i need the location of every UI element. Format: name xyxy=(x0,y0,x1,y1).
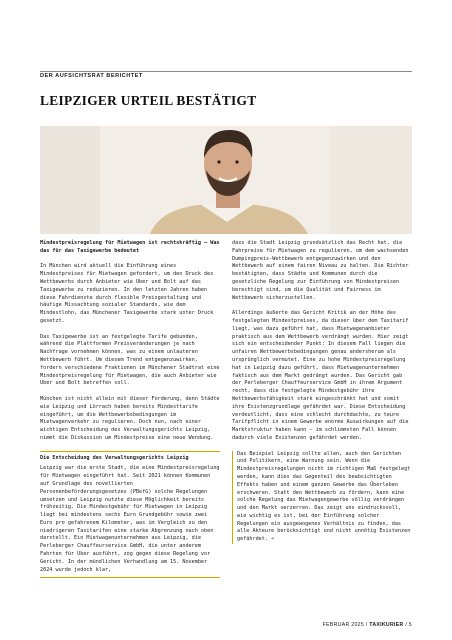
author-photo xyxy=(40,126,412,234)
right-column xyxy=(232,240,412,544)
box-paragraph: Das Beispiel Leipzig sollte allen, auch den Gerichten und Politikern, eine Warnung sein. Wenn die Mindestpreisregelungen nicht im richtigen Maß festgelegt werden, kann dies das Gegenteil des beabsichtigten Effekts haben und einem ganzen Gewerbe das Überleben erschweren. Statt den Wettbewerb zu fördern, kann eine solche Regelung das Mietwagengewerbe völlig verdrängen und den Markt verzerren. Das zeigt uns eindrucksvoll, wie wichtig es ist, bei der Einführung solcher Regelungen ein ausgewogenes Verhältnis zu finden, das alle Akteure berücksichtigt und nicht unnötig Existenzen gefährdet. ➔ xyxy=(237,450,411,543)
paragraph: In München wird aktuell die Einführung eines Mindestpreises für Mietwagen gefordert, um den Druck des Wettbewerbs durch Anbieter wie Uber und Bolt auf das Taxigewerbe zu reduzieren. In den letzten Jahren haben diese Fahrdienste durch flexible Preisgestaltung und häufige Missachtung sozialer Standards, wie dem Mindestlohn, das Münchener Taxigewerbe stark unter Druck gesetzt. xyxy=(40,263,214,324)
portrait-image xyxy=(40,126,412,234)
article-title: LEIPZIGER URTEIL BESTÄTIGT xyxy=(40,93,257,108)
paragraph: Allerdings äußerte das Gericht Kritik an der Höhe des festgelegten Mindestpreises, da dieser über dem Taxitarif liegt, was dazu geführt hat, dass Mietwagenanbieter praktisch aus dem Wettbewerb verdrängt wurden. Hier zeigt sich ein entscheidender Punkt: In diesem Fall liegen die unfairen Wettbewerbsbedingungen genau andersherum als ursprünglich vermutet. Eine zu hohe Mindestpreisregelung hat in Leipzig dazu geführt, dass Mietwagenunternehmen faktisch aus dem Markt gedrängt wurden. Das Gericht gab der Perleberger Chauffeurservice GmbH in ihrem Argument recht, dass die festgelegte Mindestgebühr ihre Wettbewerbsfähigkeit stark eingeschränkt hat und somit ihre Existenzgrundlage gefährdet war. Diese Entscheidung verdeutlicht, dass eine schlecht durchdachte, zu teure Tarifpflicht in einem Gewerbe enorme Auswirkungen auf die Marktstruktur haben kann – im schlimmsten Fall können dadurch viele Existenzen gefährdet werden. xyxy=(232,310,409,441)
court-decision-box xyxy=(40,451,220,579)
paragraph: Das Taxigewerbe ist an festgelegte Tarife gebunden, während die Plattformen Preisveränderungen je nach Nachfrage vornehmen können, was zu einem unlauteren Wettbewerb führt. Um diesem Trend entgegenzuwirken, fordern verschiedene Fraktionen im Münchener Stadtrat eine Mindestpreisregelung für Mietwagen, die auch Anbieter wie Uber und Bolt betreffen soll. xyxy=(40,333,220,387)
box-paragraph: Leipzig war die erste Stadt, die eine Mindestpreisregelung für Mietwagen eingeführt hat. Seit 2021 können Kommunen auf Grundlage des novellierten Personenbeförderungsgesetzes (PBefG) solche Regelungen umsetzen und Leipzig nutzte diese Möglichkeit bereits frühzeitig. Die Mindestgebühr für Mietwagen in Leipzig liegt bei mindestens sechs Euro Grundgebühr sowie zwei Euro pro gefahrenem Kilometer, was im Vergleich zu den niedrigeren Taxitarifen eine starke Abgrenzung nach oben darstellt. Ein Mietwagenunternehmen aus Leipzig, die Perleberger Chauffeurservice GmbH, die unter anderem Fahrten für Uber ausführt, zog gegen diese Regelung vor Gericht. In der mündlichen Verhandlung am 15. November 2024 wurde jedoch klar, xyxy=(40,465,220,573)
left-column xyxy=(40,240,220,578)
page-footer xyxy=(323,622,412,628)
article-lead: Mindestpreisregelung für Mietwagen ist rechtskräftig – Was das für das Taxigewerbe bedeutet xyxy=(40,240,220,254)
box-heading: Die Entscheidung des Verwaltungsgerichts Leipzig xyxy=(40,454,189,461)
page-number: / 5 xyxy=(403,622,412,628)
section-label: DER AUFSICHTSRAT BERICHTET xyxy=(40,73,143,79)
magazine-name: TAXIKURIER xyxy=(369,622,404,628)
conclusion-box xyxy=(232,451,412,545)
paragraph: dass die Stadt Leipzig grundsätzlich das Recht hat, die Fahrpreise für Mietwagen zu regulieren, um dem wachsenden Dumpingpreis-Wettbewerb entgegenzuwirken und den Wettbewerb auf einem fairen Niveau zu halten. Die Richter bestätigten, dass Städte und Kommunen durch die gesetzliche Regelung zur Einführung von Mindestpreisen berechtigt sind, um die Qualität und Fairness im Wettbewerb sicherzustellen. xyxy=(232,240,409,301)
paragraph: München ist nicht allein mit dieser Forderung, denn Städte wie Leipzig und Lörrach haben bereits Mindesttarife eingeführt, um die Wettbewerbsbedingungen im Mietwagenverkehr zu regulieren. Doch nun, nach einer wichtigen Entscheidung des Verwaltungsgerichts Leipzig, nimmt die Diskussion um Mindestpreise eine neue Wendung. xyxy=(40,395,220,441)
issue-date: FEBRUAR 2025 / xyxy=(322,622,370,628)
header-rule xyxy=(40,71,412,72)
